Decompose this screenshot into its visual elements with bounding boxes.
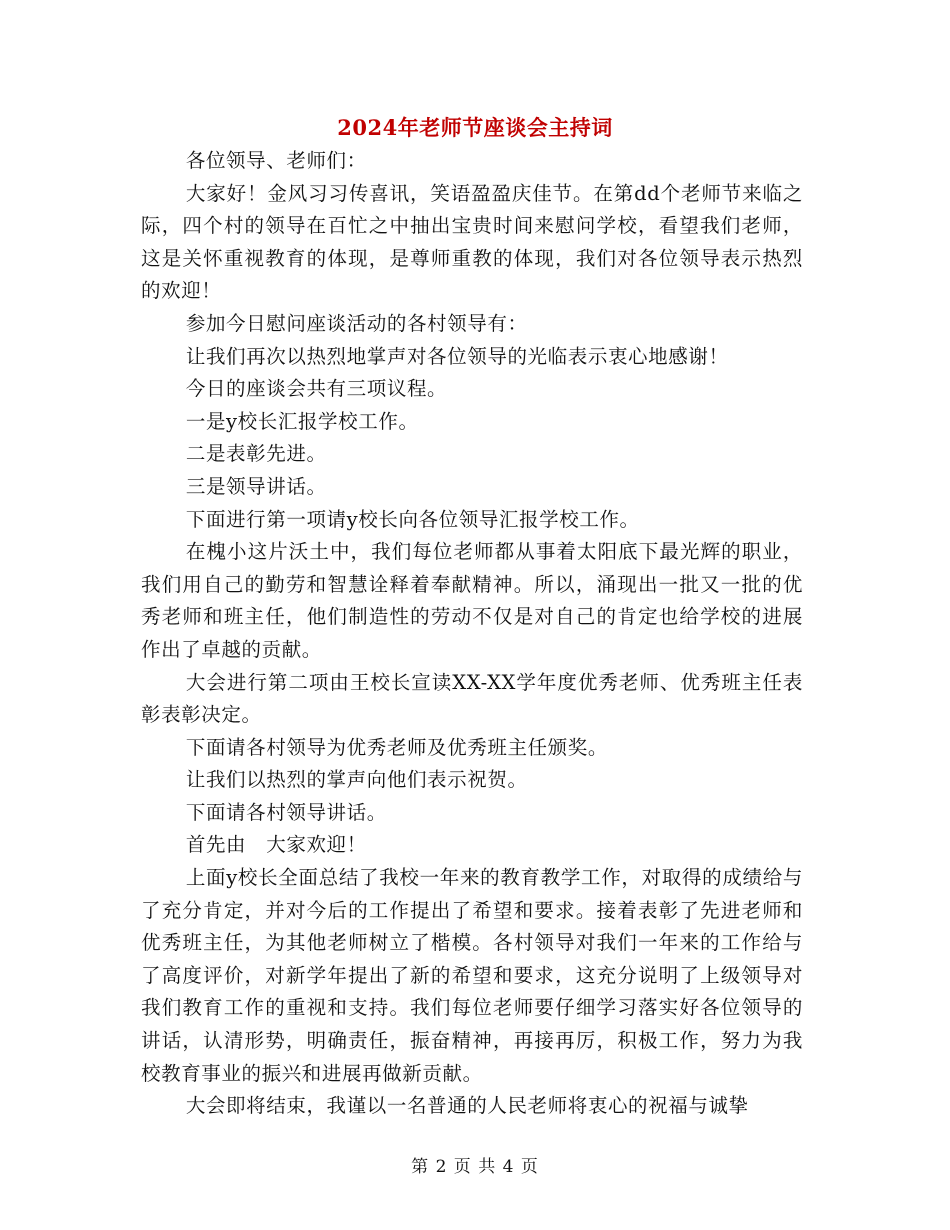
paragraph-closing: 大会即将结束，我谨以一名普通的人民老师将衷心的祝福与诚挚 bbox=[185, 1094, 749, 1118]
paragraph-attendees: 参加今日慰问座谈活动的各村领导有： bbox=[185, 311, 528, 335]
paragraph-greeting: 各位领导、老师们： bbox=[185, 149, 367, 172]
paragraph-agenda-item-3: 三是领导讲话。 bbox=[185, 474, 327, 498]
paragraph-thanks: 让我们再次以热烈地掌声对各位领导的光临表示衷心地感谢！ bbox=[185, 344, 729, 368]
document-body bbox=[141, 145, 803, 1123]
paragraph-first-item: 下面进行第一项请y校长向各位领导汇报学校工作。 bbox=[185, 507, 640, 531]
paragraph-agenda-item-1: 一是y校长汇报学校工作。 bbox=[185, 409, 419, 433]
paragraph-applause: 让我们以热烈的掌声向他们表示祝贺。 bbox=[185, 768, 528, 792]
paragraph-agenda-intro: 今日的座谈会共有三项议程。 bbox=[185, 377, 448, 401]
paragraph-leader-speech: 下面请各村领导讲话。 bbox=[185, 800, 387, 824]
paragraph-teachers-praise: 在槐小这片沃土中，我们每位老师都从事着太阳底下最光辉的职业，我们用自己的勤劳和智慧诠释着奉献精神。所以，涌现出一批又一批的优秀老师和班主任，他们制造性的劳动不仅是对自己的肯定也给学校的进展作出了卓越的贡献。 bbox=[141, 540, 803, 661]
document-title: 2024年老师节座谈会主持词 bbox=[337, 115, 613, 140]
paragraph-awards: 下面请各村领导为优秀老师及优秀班主任颁奖。 bbox=[185, 735, 608, 759]
paragraph-agenda-item-2: 二是表彰先进。 bbox=[185, 442, 327, 466]
paragraph-first-speaker: 首先由 大家欢迎！ bbox=[185, 833, 367, 857]
paragraph-second-item: 大会进行第二项由王校长宣读XX-XX学年度优秀老师、优秀班主任表彰表彰决定。 bbox=[141, 670, 803, 727]
paragraph-welcome: 大家好！金风习习传喜讯，笑语盈盈庆佳节。在第dd个老师节来临之际，四个村的领导在百忙之中抽出宝贵时间来慰问学校，看望我们老师，这是关怀重视教育的体现，是尊师重教的体现，我们对各位领导表示热烈的欢迎！ bbox=[141, 181, 803, 303]
page-footer: 第 2 页 共 4 页 bbox=[411, 1157, 539, 1177]
paragraph-summary: 上面y校长全面总结了我校一年来的教育教学工作，对取得的成绩给与了充分肯定，并对今后的工作提出了希望和要求。接着表彰了先进老师和优秀班主任，为其他老师树立了楷模。各村领导对我们一年来的工作给与了高度评价，对新学年提出了新的希望和要求，这充分说明了上级领导对我们教育工作的重视和支持。我们每位老师要仔细学习落实好各位领导的讲话，认清形势，明确责任，振奋精神，再接再厉，积极工作，努力为我校教育事业的振兴和进展再做新贡献。 bbox=[141, 866, 803, 1085]
